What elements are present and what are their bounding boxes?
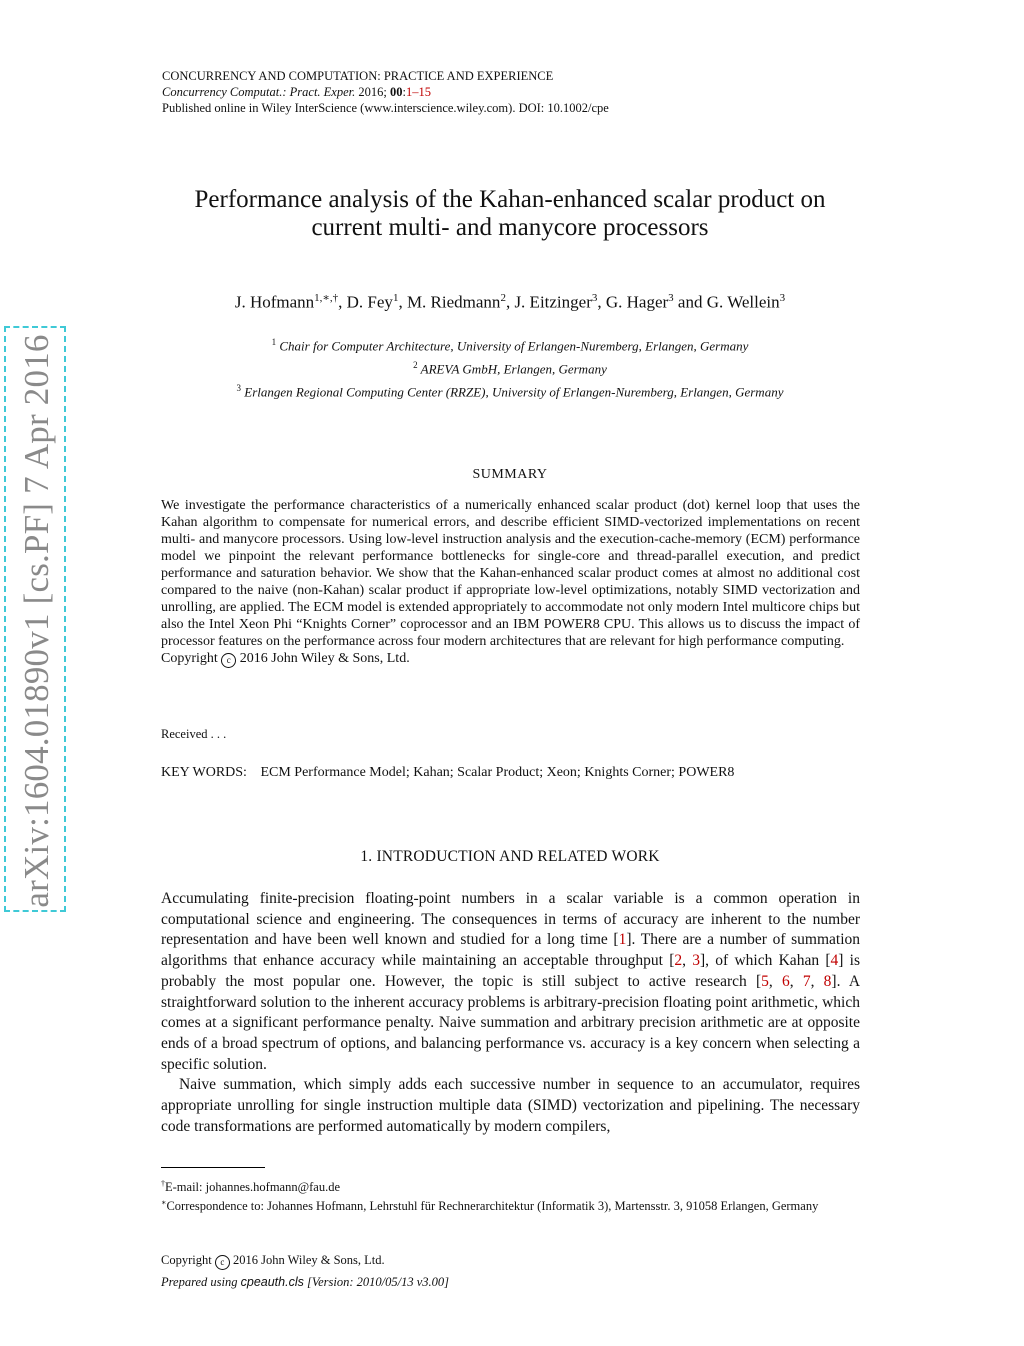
footnote	[161, 1176, 860, 1195]
journal-name: CONCURRENCY AND COMPUTATION: PRACTICE AND EXPERIENCE	[162, 69, 554, 83]
author-name: G. Wellein	[706, 292, 780, 312]
author-affiliation-mark: 1,∗,†	[314, 292, 339, 304]
footnote-text: E-mail: johannes.hofmann@fau.de	[165, 1180, 340, 1195]
citation-link[interactable]: 7	[802, 972, 811, 990]
citation-link[interactable]: 2	[674, 952, 683, 970]
citation-link[interactable]: 6	[781, 972, 790, 990]
copyright-symbol: c	[221, 653, 236, 668]
footnote-text: Correspondence to: Johannes Hofmann, Lehrstuhl für Rechnerarchitektur (Informatik 3), Martensstr. 3, 91058 Erlangen, Germany	[166, 1199, 819, 1214]
affiliation-3: $^3$ Erlangen Regional Computing Center (RRZE), University of Erlangen-Nuremberg, Erlangen, Germany	[236, 383, 784, 400]
page-start-link[interactable]: 1	[405, 85, 413, 99]
author-affiliation-mark: 3	[591, 292, 598, 304]
citation-link[interactable]: 3	[692, 952, 701, 970]
author-affiliation-mark: 1	[392, 292, 399, 304]
author-name: D. Fey	[346, 292, 393, 312]
affiliation-2: $^2$ AREVA GmbH, Erlangen, Germany	[413, 360, 607, 377]
footnote-mark: †	[161, 1179, 165, 1188]
footnote-rule	[161, 1167, 265, 1168]
intro-paragraph-1: Accumulating finite-precision floating-point numbers in a scalar variable is a common operation in computational science and engineering. The consequences in terms of accuracy are inherent to the number representation and have been well known and studied for a long time [1]. There are a number of summation algorithms that enhance accuracy while maintaining an acceptable throughput [2, 3], of which Kahan [4] is probably the most popular one. However, the topic is still subject to active research [5, 6, 7, 8]. A straightforward solution to the inherent accuracy problems is arbitrary-precision floating point arithmetic, which comes at a significant performance penalty. Naive summation and arbitrary precision arithmetic are at opposite ends of a broad spectrum of options, and balancing performance vs. accuracy is a key concern when selecting a specific solution.	[161, 890, 861, 1073]
copyright-symbol: c	[215, 1255, 230, 1270]
paper-title: Performance analysis of the Kahan-enhanced scalar product on current multi- and manycore processors	[194, 186, 826, 241]
citation-link[interactable]: 1	[618, 931, 627, 949]
author-affiliation-mark: 2	[500, 292, 506, 304]
summary-copyright: Copyright c 2016 John Wiley & Sons, Ltd.	[161, 651, 410, 666]
journal-header	[162, 68, 609, 116]
received-date: Received . . .	[161, 727, 227, 741]
footer-prepared: Prepared using cpeauth.cls [Version: 2010/05/13 v3.00]	[161, 1275, 449, 1289]
summary-heading: SUMMARY	[472, 467, 548, 482]
author-affiliation-mark: 3	[668, 292, 674, 304]
journal-citation: Concurrency Computat.: Pract. Exper. 2016; 00:1–15	[162, 85, 431, 99]
publication-info: Published online in Wiley InterScience (www.interscience.wiley.com). DOI: 10.1002/cpe	[162, 101, 609, 115]
keywords	[161, 765, 734, 781]
page-end-link[interactable]: 15	[418, 85, 431, 99]
summary-abstract: We investigate the performance characteristics of a numerically enhanced scalar product (dot) kernel loop that uses the Kahan algorithm to compensate for numerical errors, and describe efficient SIMD-vectorized implementations on recent multi- and manycore processors. Using low-level instruction analysis and the execution-cache-memory (ECM) performance model we pinpoint the relevant performance bottlenecks for single-core and thread-parallel execution, and predict performance and saturation behavior. We show that the Kahan-enhanced scalar product comes at almost no additional cost compared to the naive (non-Kahan) scalar product if appropriate low-level optimizations, notably SIMD vectorization and unrolling, are applied. The ECM model is extended appropriately to accommodate not only modern Intel multicore chips but also the Intel Xeon Phi “Knights Corner” coprocessor and an IBM POWER8 CPU. This allows us to discuss the impact of processor features on the performance across four modern architectures that are relevant for high performance computing. Copyright c 2016 John Wiley & Sons, Ltd.	[161, 498, 860, 666]
affiliation-1: $^1$ Chair for Computer Architecture, University of Erlangen-Nuremberg, Erlangen, Germany	[271, 337, 749, 354]
intro-paragraph-2: Naive summation, which simply adds each successive number in sequence to an accumulator, requires appropriate unrolling for single instruction multiple data (SIMD) vectorization and pipelining. The necessary code transformations are performed automatically by modern compilers,	[161, 1076, 860, 1135]
footer-copyright: Copyright c 2016 John Wiley & Sons, Ltd.	[161, 1249, 449, 1271]
citation-link[interactable]: 4	[830, 952, 839, 970]
keywords-text: ECM Performance Model; Kahan; Scalar Product; Xeon; Knights Corner; POWER8	[260, 765, 735, 780]
footnotes	[161, 1176, 860, 1214]
author-name: M. Riedmann	[406, 292, 501, 312]
page-footer	[161, 1249, 449, 1293]
author-name: J. Eitzinger	[514, 292, 592, 312]
footnote	[161, 1195, 860, 1214]
arxiv-identifier: arXiv:1604.01890v1 [cs.PF] 7 Apr 2016	[17, 334, 56, 908]
section-heading-introduction: 1. INTRODUCTION AND RELATED WORK	[360, 848, 660, 865]
arxiv-stamp	[4, 326, 66, 912]
introduction-body	[161, 889, 860, 1137]
keywords-label: KEY WORDS:	[161, 765, 247, 780]
author-name: J. Hofmann	[234, 292, 315, 312]
citation-link[interactable]: 5	[761, 972, 769, 990]
citation-link[interactable]: 8	[823, 972, 832, 990]
author-affiliation-mark: 3	[779, 292, 786, 304]
footnote-mark: ∗	[161, 1198, 167, 1208]
author-name: G. Hager	[605, 292, 669, 312]
author-list: J. Hofmann$^{1,∗,\dagger}$, D. Fey$^1$, M. Riedmann$^2$, J. Eitzinger$^3$, G. Hager$^3$ and G. Wellein$^3$	[234, 292, 786, 312]
